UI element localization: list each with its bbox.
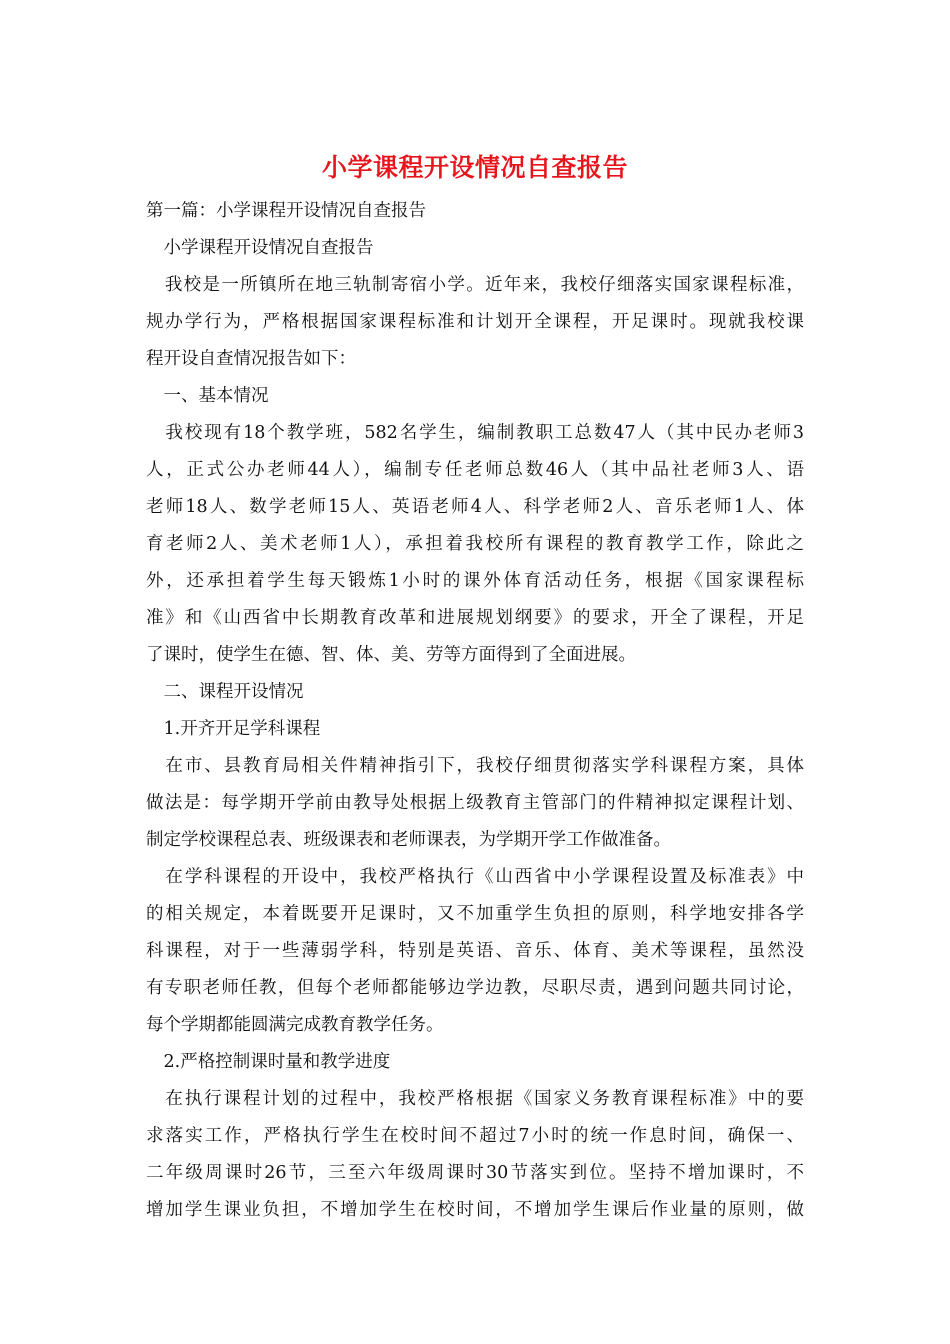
body-line: 规办学行为，严格根据国家课程标准和计划开全课程，开足课时。现就我校课 — [146, 312, 804, 332]
document-title: 小学课程开设情况自查报告 — [321, 153, 628, 182]
body-line: 做法是：每学期开学前由教导处根据上级教育主管部门的件精神拟定课程计划、 — [146, 793, 804, 813]
body-line: 在市、县教育局相关件精神指引下，我校仔细贯彻落实学科课程方案，具体 — [146, 756, 804, 776]
heading-line: 2.严格控制课时量和教学进度 — [146, 1052, 391, 1072]
body-line: 的相关规定，本着既要开足课时，又不加重学生负担的原则，科学地安排各学 — [146, 904, 804, 924]
body-line: 有专职老师任教，但每个老师都能够边学边教，尽职尽责，遇到问题共同讨论， — [146, 978, 804, 998]
body-line: 每个学期都能圆满完成教育教学任务。 — [146, 1015, 444, 1035]
section-heading: 第一篇：小学课程开设情况自查报告 — [146, 201, 426, 221]
heading-line: 二、课程开设情况 — [146, 682, 304, 702]
subtitle-line: 小学课程开设情况自查报告 — [146, 238, 374, 258]
body-line: 了课时，使学生在德、智、体、美、劳等方面得到了全面进展。 — [146, 645, 636, 665]
body-line: 外，还承担着学生每天锻炼1小时的课外体育活动任务，根据《国家课程标 — [146, 571, 804, 591]
heading-line: 1.开齐开足学科课程 — [146, 719, 321, 739]
body-line: 人，正式公办老师44人），编制专任老师总数46人（其中品社老师3人、语 — [146, 460, 804, 480]
body-line: 二年级周课时26节，三至六年级周课时30节落实到位。坚持不增加课时，不 — [146, 1163, 804, 1183]
body-line: 我校现有18个教学班，582名学生，编制教职工总数47人（其中民办老师3 — [146, 423, 804, 443]
body-line: 育老师2人、美术老师1人），承担着我校所有课程的教育教学工作，除此之 — [146, 534, 804, 554]
body-line: 制定学校课程总表、班级课表和老师课表，为学期开学工作做准备。 — [146, 830, 671, 850]
body-line: 我校是一所镇所在地三轨制寄宿小学。近年来，我校仔细落实国家课程标准， — [146, 275, 804, 295]
body-line: 在执行课程计划的过程中，我校严格根据《国家义务教育课程标准》中的要 — [146, 1089, 804, 1109]
body-line: 求落实工作，严格执行学生在校时间不超过7小时的统一作息时间，确保一、 — [146, 1126, 804, 1146]
body-line: 科课程，对于一些薄弱学科，特别是英语、音乐、体育、美术等课程，虽然没 — [146, 941, 804, 961]
body-line: 在学科课程的开设中，我校严格执行《山西省中小学课程设置及标准表》中 — [146, 867, 804, 887]
body-line: 老师18人、数学老师15人、英语老师4人、科学老师2人、音乐老师1人、体 — [146, 497, 804, 517]
heading-line: 一、基本情况 — [146, 386, 269, 406]
body-line: 准》和《山西省中长期教育改革和进展规划纲要》的要求，开全了课程，开足 — [146, 608, 804, 628]
body-line: 增加学生课业负担，不增加学生在校时间，不增加学生课后作业量的原则，做 — [146, 1200, 804, 1220]
body-line: 程开设自查情况报告如下： — [146, 349, 356, 369]
